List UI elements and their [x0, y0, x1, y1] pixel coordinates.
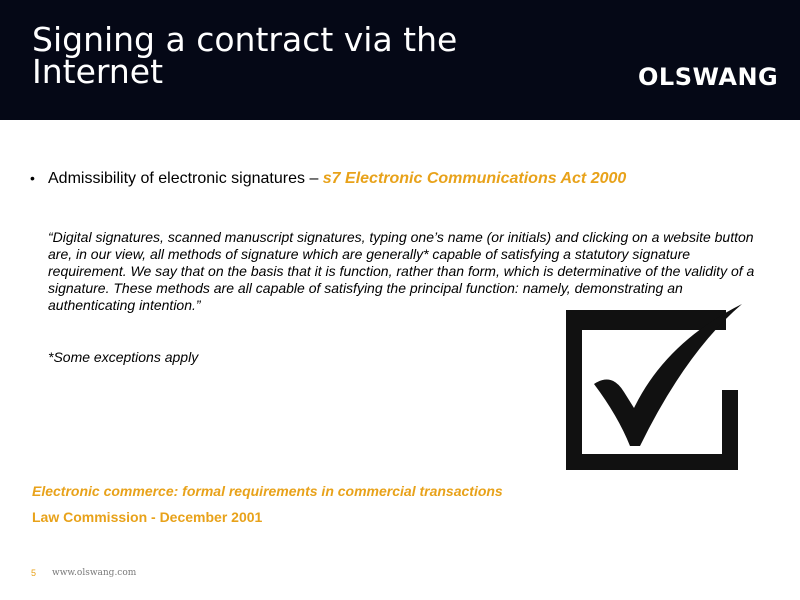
bullet-reference: s7 Electronic Communications Act 2000	[322, 170, 627, 187]
page-number: 5	[31, 568, 37, 578]
bullet-text: Admissibility of electronic signatures –	[48, 170, 323, 187]
reference-source: Law Commission - December 2001	[32, 509, 263, 525]
header-bar	[0, 0, 800, 120]
reference-title: Electronic commerce: formal requirements in commercial transactions	[32, 483, 503, 499]
bullet-item	[30, 170, 750, 188]
exceptions-note: *Some exceptions apply	[48, 349, 199, 365]
olswang-logo: OLSWANG	[638, 63, 779, 91]
footer-url[interactable]: www.olswang.com	[52, 568, 137, 578]
bullet-icon: •	[30, 170, 35, 186]
checked-box-icon	[566, 302, 742, 474]
slide-title: Signing a contract via the Internet	[32, 20, 458, 91]
quote-text: “Digital signatures, scanned manuscript signatures, typing one’s name (or initials) and clicking on a website button are, in our view, all methods of signature which are generally* capable of satisfying a statutory signature requirement. We say that on the basis that it is function, rather than form, which is determinative of the validity of a signature. These methods are all capable of satisfying the principal function: namely, demonstrating an authenticating intention.”	[48, 229, 755, 313]
